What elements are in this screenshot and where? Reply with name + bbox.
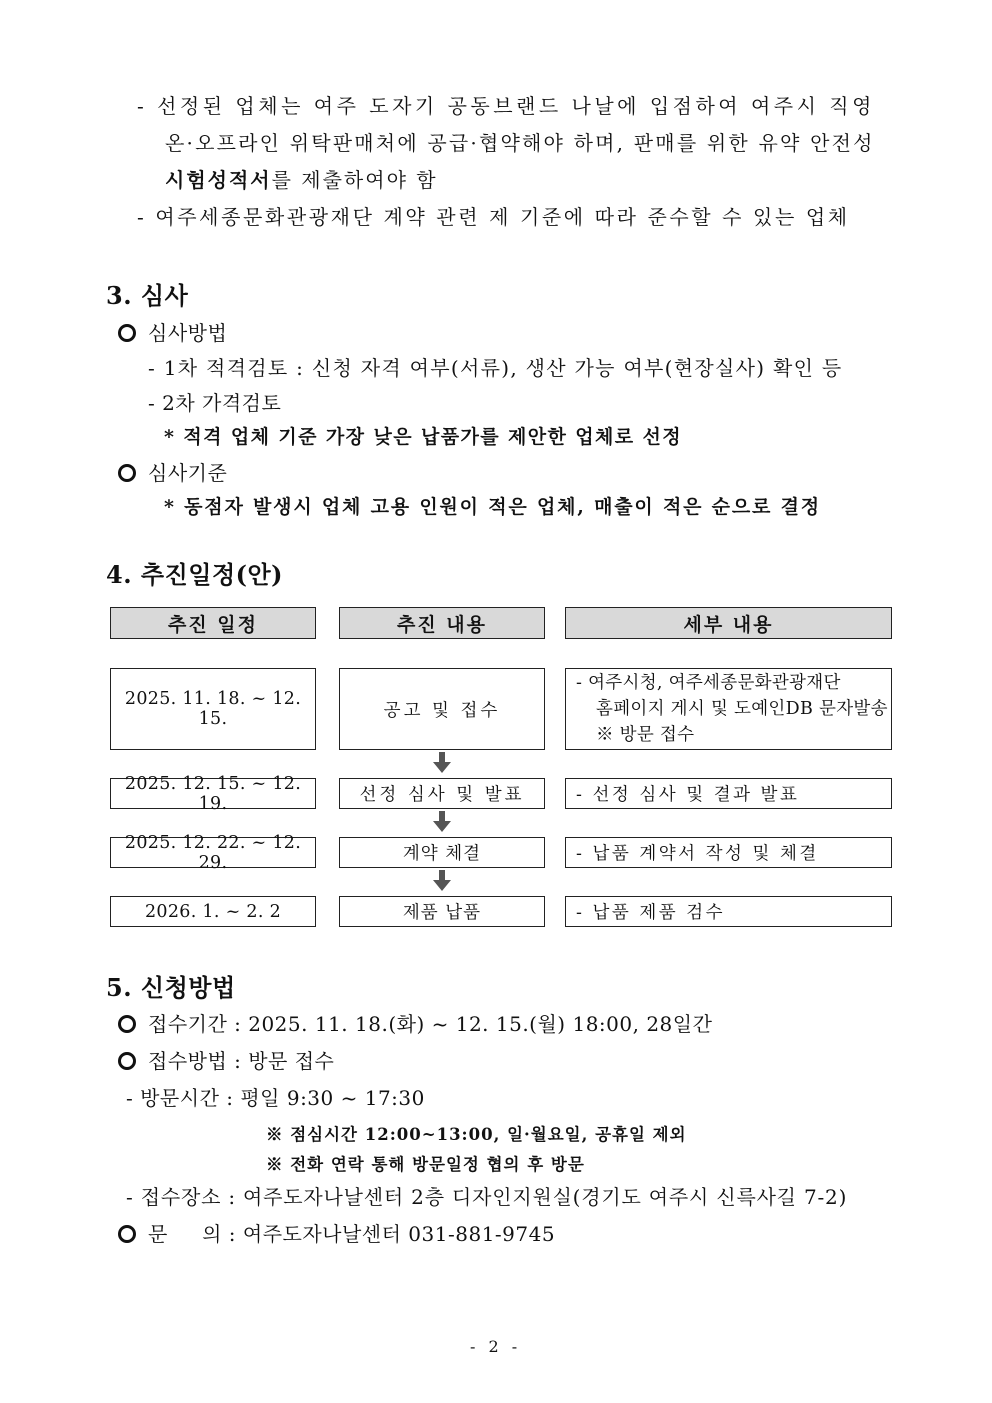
schedule-row3-date: 2025. 12. 22. ~ 12. 29. bbox=[110, 837, 316, 868]
schedule-row3-detail: - 납품 계약서 작성 및 체결 bbox=[565, 837, 892, 868]
schedule-row4-content: 제품 납품 bbox=[339, 896, 545, 927]
intro-bullet1-line1: - 선정된 업체는 여주 도자기 공동브랜드 나날에 입점하여 여주시 직영 bbox=[137, 94, 875, 118]
page-number: - 2 - bbox=[470, 1337, 522, 1356]
schedule-header-detail: 세부 내용 bbox=[565, 607, 892, 639]
apply-method-text: 접수방법 : 방문 접수 bbox=[148, 1049, 335, 1073]
intro-bullet1-line3-rest: 를 제출하여야 함 bbox=[271, 168, 438, 192]
schedule-row4-date: 2026. 1. ~ 2. 2 bbox=[110, 896, 316, 927]
schedule-row1-detail-line1: - 여주시청, 여주세종문화관광재단 bbox=[576, 673, 841, 693]
apply-inquiry-value: : 여주도자나날센터 031-881-9745 bbox=[228, 1222, 556, 1246]
intro-bullet2: - 여주세종문화관광재단 계약 관련 제 기준에 따라 준수할 수 있는 업체 bbox=[137, 205, 850, 229]
schedule-row1-detail-line3: ※ 방문 접수 bbox=[596, 725, 695, 745]
apply-inquiry bbox=[118, 1218, 555, 1247]
schedule-row2-detail: - 선정 심사 및 결과 발표 bbox=[565, 778, 892, 809]
circle-bullet-icon bbox=[118, 1052, 136, 1070]
schedule-row1-content: 공고 및 접수 bbox=[339, 668, 545, 750]
schedule-row1-detail bbox=[565, 668, 892, 750]
apply-inquiry-label: 문 의 bbox=[148, 1222, 222, 1246]
apply-period-text: 접수기간 : 2025. 11. 18.(화) ~ 12. 15.(월) 18:00, 28일간 bbox=[148, 1012, 713, 1036]
section4-title: 4. 추진일정(안) bbox=[106, 560, 284, 589]
down-arrow-icon bbox=[432, 811, 452, 833]
intro-bold-term: 시험성적서 bbox=[165, 168, 272, 192]
down-arrow-icon bbox=[432, 870, 452, 892]
schedule-row3-content: 계약 체결 bbox=[339, 837, 545, 868]
review-criteria bbox=[118, 457, 227, 486]
intro-bullet1-line3 bbox=[165, 164, 438, 193]
down-arrow-icon bbox=[432, 752, 452, 774]
review-criteria-note: * 동점자 발생시 업체 고용 인원이 적은 업체, 매출이 적은 순으로 결정 bbox=[164, 496, 821, 518]
review-method bbox=[118, 317, 227, 346]
section5-title: 5. 신청방법 bbox=[106, 973, 236, 1002]
intro-bullet1-line2: 온·오프라인 위탁판매처에 공급·협약해야 하며, 판매를 위한 유약 안전성 bbox=[165, 131, 875, 155]
schedule-row1-date: 2025. 11. 18. ~ 12. 15. bbox=[110, 668, 316, 750]
schedule-row4-detail: - 납품 제품 검수 bbox=[565, 896, 892, 927]
circle-bullet-icon bbox=[118, 324, 136, 342]
schedule-header-content: 추진 내용 bbox=[339, 607, 545, 639]
schedule-header-date: 추진 일정 bbox=[110, 607, 316, 639]
apply-method bbox=[118, 1045, 334, 1074]
apply-place: - 접수장소 : 여주도자나날센터 2층 디자인지원실(경기도 여주시 신륵사길 7-2) bbox=[126, 1185, 848, 1209]
review-criteria-label: 심사기준 bbox=[148, 461, 228, 485]
schedule-row2-content: 선정 심사 및 발표 bbox=[339, 778, 545, 809]
apply-period bbox=[118, 1008, 712, 1037]
section3-title: 3. 심사 bbox=[106, 281, 189, 310]
apply-note-phone: ※ 전화 연락 통해 방문일정 협의 후 방문 bbox=[266, 1155, 585, 1174]
schedule-row1-detail-line2: 홈페이지 게시 및 도예인DB 문자발송 bbox=[596, 699, 888, 719]
review-step2: - 2차 가격검토 bbox=[148, 391, 282, 415]
circle-bullet-icon bbox=[118, 1225, 136, 1243]
schedule-row2-date: 2025. 12. 15. ~ 12. 19. bbox=[110, 778, 316, 809]
apply-note-lunch: ※ 점심시간 12:00~13:00, 일·월요일, 공휴일 제외 bbox=[266, 1125, 687, 1144]
review-step2-note: * 적격 업체 기준 가장 낮은 납품가를 제안한 업체로 선정 bbox=[164, 426, 683, 448]
review-step1: - 1차 적격검토 : 신청 자격 여부(서류), 생산 가능 여부(현장실사) 확인 등 bbox=[148, 356, 843, 380]
circle-bullet-icon bbox=[118, 1015, 136, 1033]
review-method-label: 심사방법 bbox=[148, 321, 228, 345]
circle-bullet-icon bbox=[118, 464, 136, 482]
apply-visit-time: - 방문시간 : 평일 9:30 ~ 17:30 bbox=[126, 1086, 425, 1110]
